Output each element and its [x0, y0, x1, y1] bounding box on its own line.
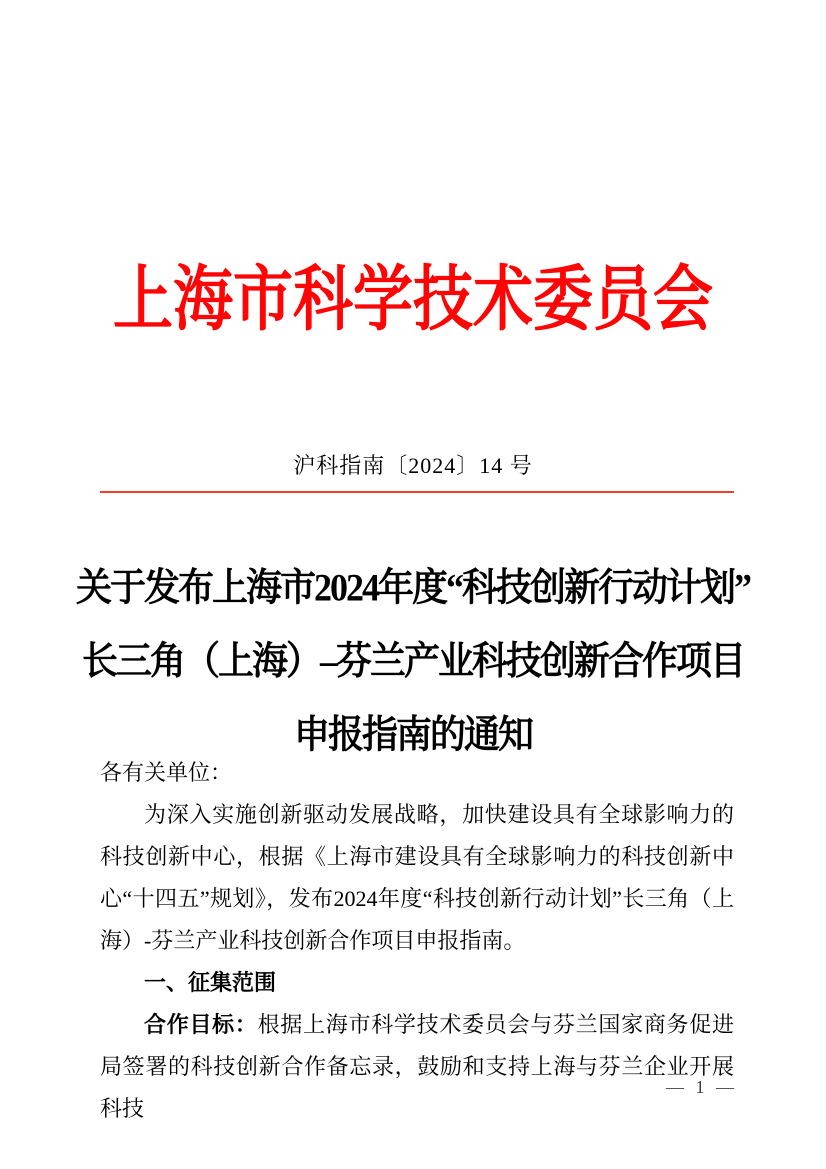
notice-title-line-3: 申报指南的通知 [293, 713, 532, 757]
cooperation-goal-paragraph [100, 1004, 734, 1130]
notice-title-line-1: 关于发布上海市2024年度“科技创新行动计划” [75, 566, 750, 610]
cooperation-goal-text: 根据上海市科学技术委员会与芬兰国家商务促进局签署的科技创新合作备忘录，鼓励和支持上海与芬兰企业开展科技 [100, 1012, 734, 1121]
notice-title-line-2: 长三角（上海）–芬兰产业科技创新合作项目 [81, 639, 744, 683]
document-body [100, 752, 734, 1130]
letterhead-org-title: 上海市科学技术委员会 [113, 261, 713, 339]
section-heading-collection-scope: 一、征集范围 [144, 970, 277, 995]
page-number: — 1 — [666, 1077, 734, 1097]
salutation: 各有关单位： [100, 760, 233, 785]
notice-title [0, 551, 826, 771]
cooperation-goal-label: 合作目标： [144, 1012, 258, 1037]
intro-paragraph: 为深入实施创新驱动发展战略，加快建设具有全球影响力的科技创新中心，根据《上海市建设具有全球影响力的科技创新中心“十四五”规划》，发布2024年度“科技创新行动计划”长三角（上海）-芬兰产业科技创新合作项目申报指南。 [100, 802, 734, 953]
letterhead-red-rule [100, 491, 734, 493]
document-number: 沪科指南〔2024〕14 号 [293, 453, 533, 478]
